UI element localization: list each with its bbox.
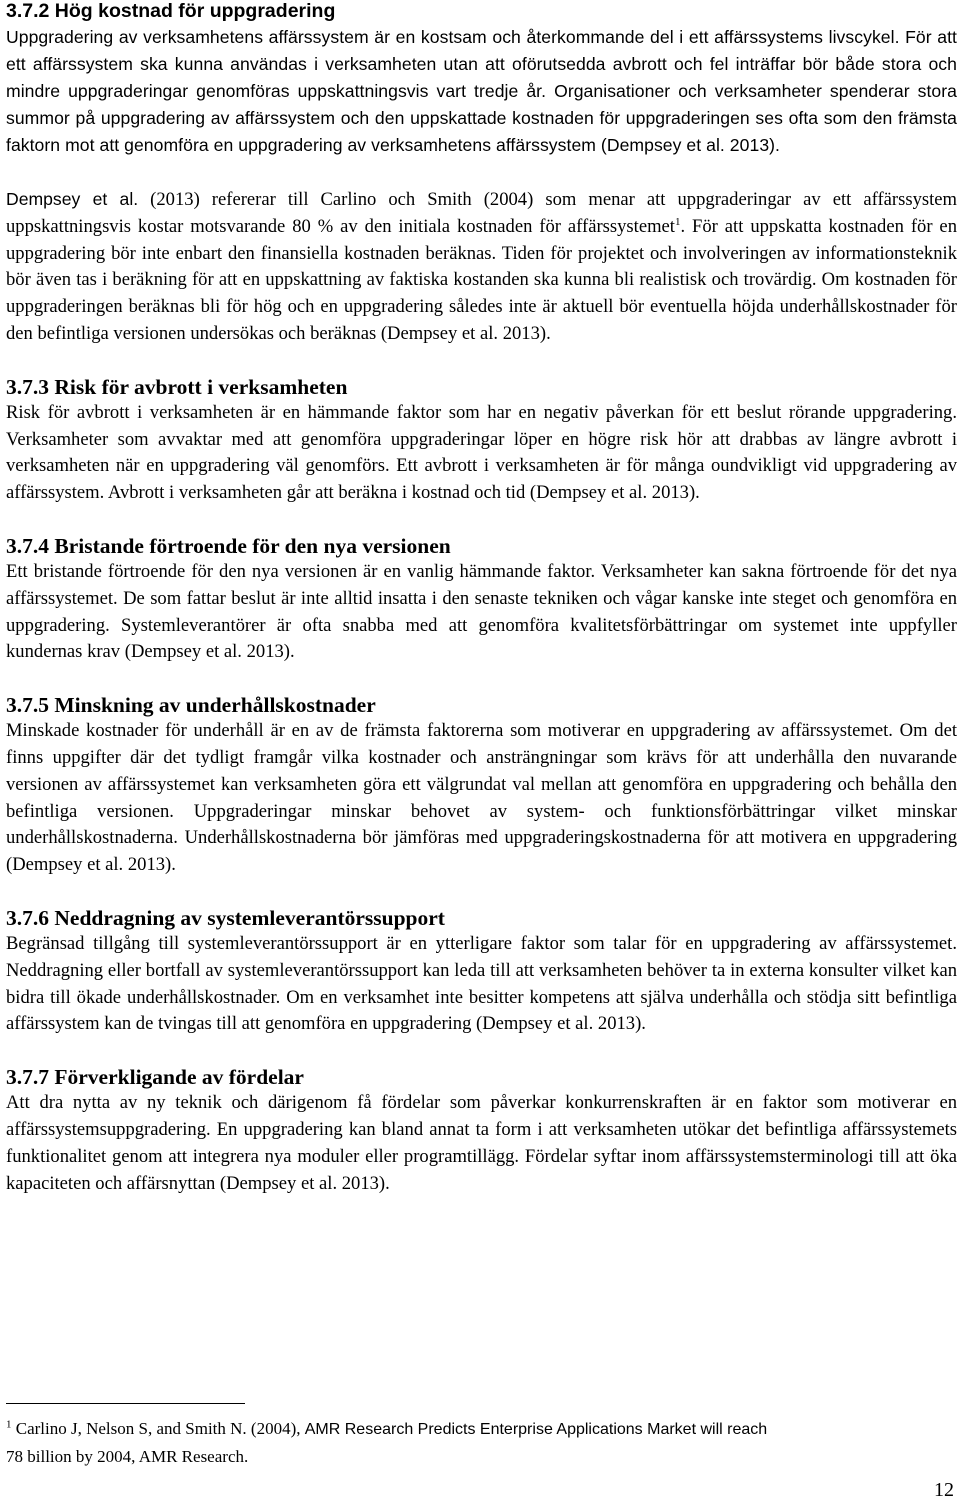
paragraph-3-7-4: Ett bristande förtroende för den nya versionen är en vanlig hämmande faktor. Verksamheter kan sakna förtroende för det nya affärssystemet. De som fattar beslut är inte alltid insatta i den senaste tekniken och vågar kanske inte steget och genomföra en uppgradering. Systemleverantörer är ofta snabba med att genomföra kvalitetsförbättringar om systemet inte uppfyller kundernas krav (Dempsey et al. 2013).: [6, 560, 957, 663]
section-heading-3-7-3: 3.7.3 Risk för avbrott i verksamheten: [6, 374, 348, 399]
paragraph-3-7-7: Att dra nytta av ny teknik och därigenom få fördelar som påverkar konkurrenskraften är en faktor som motiverar en affärssystemsuppgradering. En uppgradering kan bland annat ta form i att verksamheten utökar det befintliga affärssystemets funktionalitet genom att integrera nya moduler eller programtillägg. Fördelar syftar inom affärssystemsterminologi till att öka kapaciteten och affärsnyttan (Dempsey et al. 2013).: [6, 1092, 957, 1194]
paragraph-3-7-2-intro: Uppgradering av verksamhetens affärssystem är en kostsam och återkommande del i ett affärssystems livscykel. För att ett affärssystem ska kunna användas i verksamheten utan att oförutsedda avbrott och fel inträffar bör både stora och mindre uppgraderingar genomföras uppskattningsvis vart tredje år. Organisationer och verksamheter spenderar stora summor på uppgradering av affärssystem och den uppskattade kostnaden för uppgraderingen ses ofta som den främsta faktorn mot att genomföra en uppgradering av verksamhetens affärssystem (Dempsey et al. 2013).: [6, 27, 957, 155]
paragraph-3-7-5: Minskade kostnader för underhåll är en av de främsta faktorerna som motiverar en uppgradering av affärssystemet. Om det finns uppgifter där det tydligt framgår vilka kostnader och ansträngningar som krävs för att underhålla den nuvarande versionen av affärssystemet kan verksamheten göra ett välgrundat val mellan att genomföra en uppgradering och behålla den befintliga versionen. Uppgraderingar minskar behovet av system- och funktionsförbättringar vilket minskar underhållskostnaderna. Underhållskostnaderna bör jämföras med uppgraderingskostnaderna för att motivera en uppgradering (Dempsey et al. 2013).: [6, 720, 957, 876]
section-heading-3-7-6: 3.7.6 Neddragning av systemleverantörssupport: [6, 905, 445, 930]
section-heading-3-7-5: 3.7.5 Minskning av underhållskostnader: [6, 693, 376, 718]
footnote-marker: 1: [6, 1418, 12, 1431]
page-number: 12: [934, 1479, 954, 1501]
footnote-reference[interactable]: 1: [674, 215, 681, 228]
paragraph-text: . För att uppskatta kostnaden för en uppgradering bör inte enbart den finansiella kostnaden beräknas. Tiden för projektet och involveringen av informationsteknik bör även tas i beräkning för att en uppskattning av faktiska kostanden ska kunna bli realistisk och trovärdig. Om kostnaden för uppgraderingen beräknas bli för hög och en uppgradering således inte är aktuell bör eventuella höjda underhållskostnader för den befintliga versionen undersökas och beräknas (Dempsey et al. 2013).: [6, 215, 957, 344]
section-heading-3-7-7: 3.7.7 Förverkligande av fördelar: [6, 1065, 304, 1090]
footnote-divider: [6, 1403, 245, 1404]
section-heading-3-7-2: 3.7.2 Hög kostnad för uppgradering: [6, 0, 336, 22]
footnote-text: Carlino J, Nelson S, and Smith N. (2004),: [11, 1419, 305, 1438]
footnote: [6, 1415, 957, 1470]
section-heading-3-7-4: 3.7.4 Bristande förtroende för den nya versionen: [6, 533, 451, 558]
paragraph-3-7-6: Begränsad tillgång till systemleverantörssupport är en ytterligare faktor som talar för en uppgradering av affärssystemet. Neddragning eller bortfall av systemleverantörssupport kan leda till att verksamheten behöver ta in externa konsulter vilket kan bidra till ökade underhållskostnader. Om en verksamhet inte besitter kompetens att själva underhålla och stödja sitt befintliga affärssystem kan de tvingas till att genomföra en uppgradering (Dempsey et al. 2013).: [6, 932, 957, 1035]
paragraph-3-7-2-cost: [6, 186, 957, 348]
paragraph-text: (2013) refererar till Carlino och Smith (2004) som menar att uppgraderingar av ett affärssystem uppskattningsvis kostar motsvarande 80 % av den initiala kostnaden för affärssystemet: [6, 189, 957, 237]
footnote-title: AMR Research Predicts Enterprise Applications Market will reach: [304, 1421, 768, 1438]
footnote-text-cont: 78 billion by 2004, AMR Research.: [6, 1447, 249, 1466]
document-page: [6, 0, 957, 1197]
citation-lead: Dempsey et al.: [6, 189, 139, 209]
paragraph-3-7-3: Risk för avbrott i verksamheten är en hämmande faktor som har en negativ påverkan för ett beslut rörande uppgradering. Verksamheter som avvaktar med att genomföra uppgraderingar löper en högre risk hör att drabbas av längre avbrott i verksamheten när en uppgradering väl genomförs. Ett avbrott i verksamheten är för många oundvikligt vid uppgradering av affärssystem. Avbrott i verksamheten går att beräkna i kostnad och tid (Dempsey et al. 2013).: [6, 401, 957, 504]
